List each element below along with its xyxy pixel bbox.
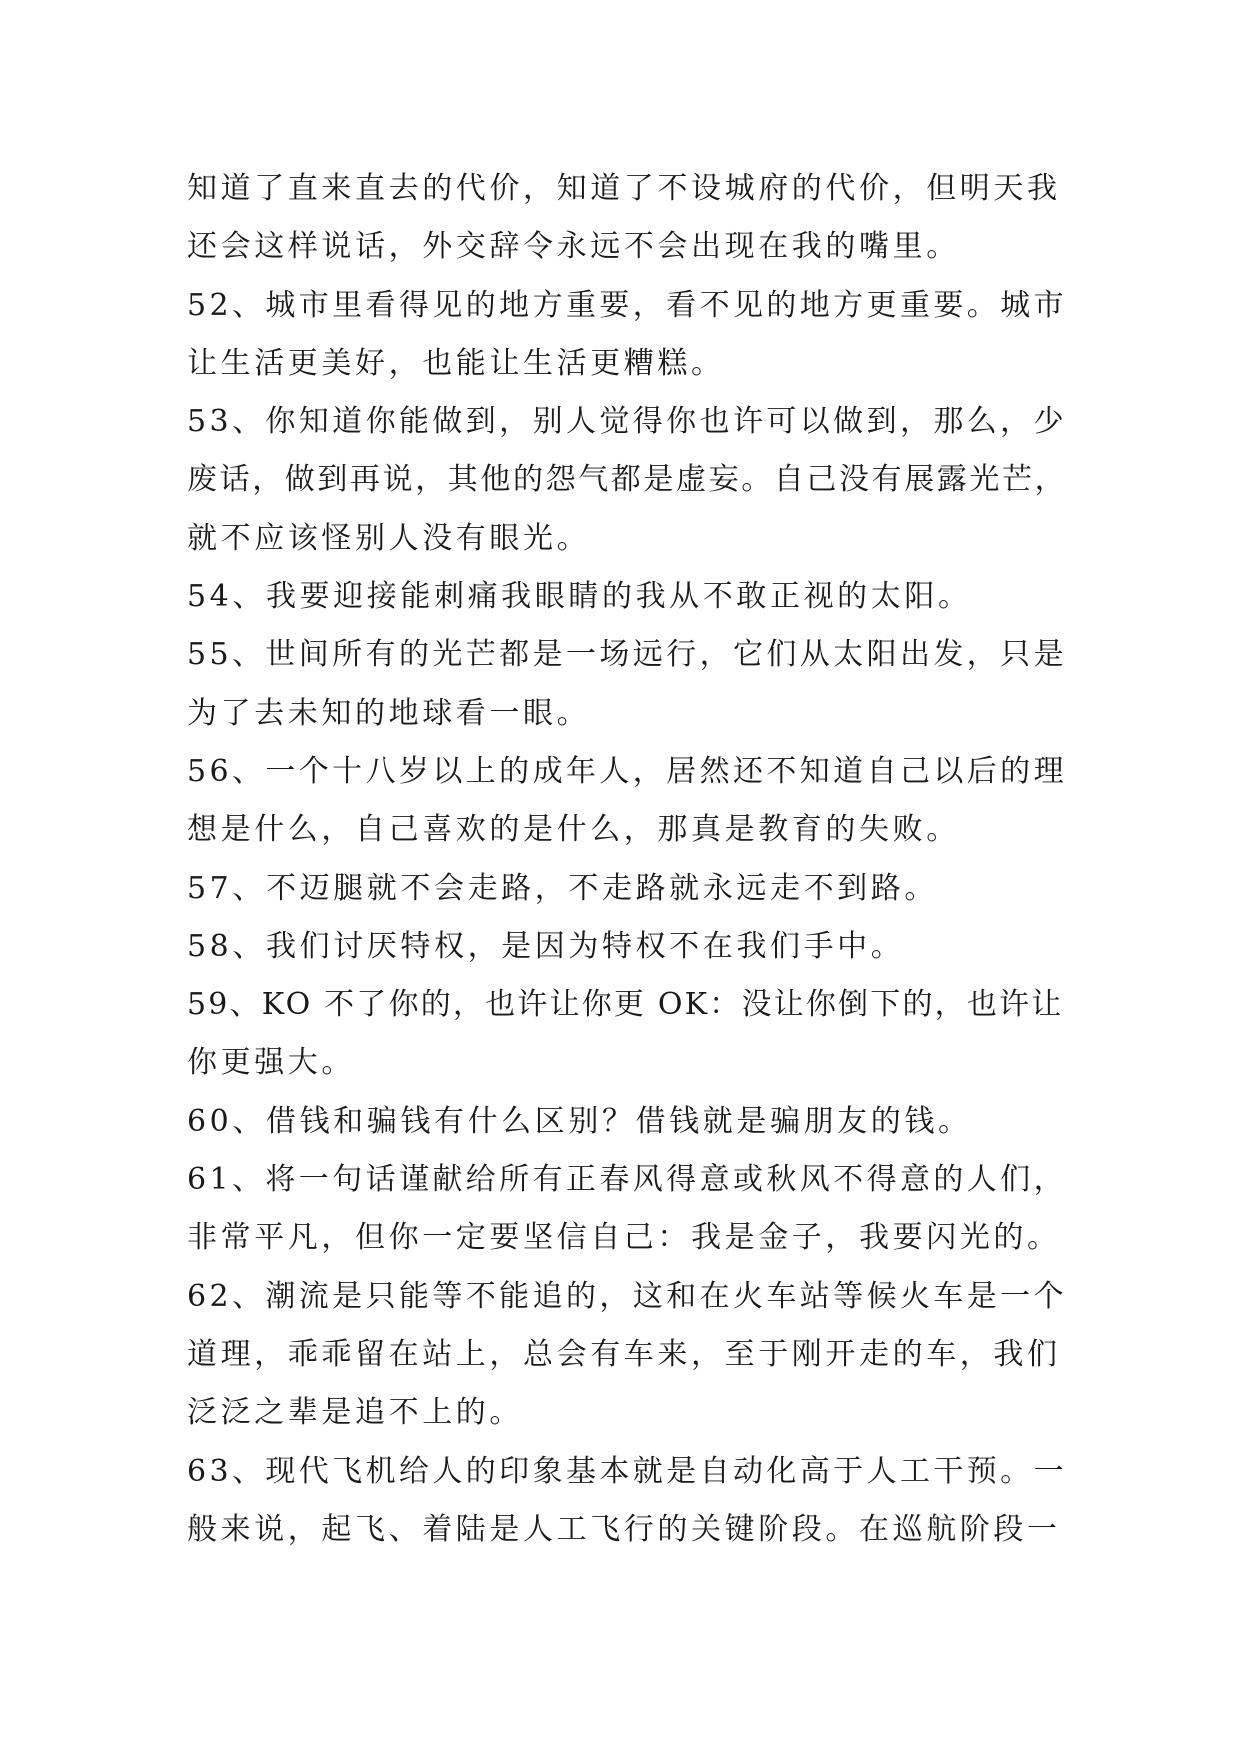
text-line: 60、借钱和骗钱有什么区别？借钱就是骗朋友的钱。 [187,1103,972,1139]
text-line: 58、我们讨厌特权，是因为特权不在我们手中。 [187,928,905,964]
text-line: 让生活更美好，也能让生活更糟糕。 [187,345,725,381]
document-body [187,160,1067,1559]
text-line: 57、不迈腿就不会走路，不走路就永远走不到路。 [187,870,938,906]
text-line: 52、城市里看得见的地方重要，看不见的地方更重要。城市 [187,287,1067,323]
text-line: 56、一个十八岁以上的成年人，居然还不知道自己以后的理 [187,753,1067,789]
text-line: 55、世间所有的光芒都是一场远行，它们从太阳出发，只是 [187,637,1067,673]
text-line: 非常平凡，但你一定要坚信自己：我是金子，我要闪光的。 [187,1220,1061,1256]
text-line: 泛泛之辈是追不上的。 [187,1395,523,1431]
text-line: 为了去未知的地球看一眼。 [187,695,591,731]
text-line: 61、将一句话谨献给所有正春风得意或秋风不得意的人们， [187,1162,1067,1198]
text-line: 就不应该怪别人没有眼光。 [187,520,591,556]
text-line: 63、现代飞机给人的印象基本就是自动化高于人工干预。一 [187,1453,1067,1489]
text-line: 62、潮流是只能等不能追的，这和在火车站等候火车是一个 [187,1278,1067,1314]
text-line: 你更强大。 [187,1045,355,1081]
text-line: 废话，做到再说，其他的怨气都是虚妄。自己没有展露光芒， [187,462,1068,498]
text-line: 53、你知道你能做到，别人觉得你也许可以做到，那么，少 [187,404,1067,440]
text-line: 54、我要迎接能刺痛我眼睛的我从不敢正视的太阳。 [187,579,972,615]
text-line: 59、KO 不了你的，也许让你更 OK：没让你倒下的，也许让 [187,987,1064,1023]
text-line: 道理，乖乖留在站上，总会有车来，至于刚开走的车，我们 [187,1336,1061,1372]
text-line: 想是什么，自己喜欢的是什么，那真是教育的失败。 [187,812,960,848]
text-line: 知道了直来直去的代价，知道了不设城府的代价，但明天我 [187,171,1061,206]
text-line: 般来说，起飞、着陆是人工飞行的关键阶段。在巡航阶段一 [187,1511,1061,1547]
text-line: 还会这样说话，外交辞令永远不会出现在我的嘴里。 [187,229,960,265]
